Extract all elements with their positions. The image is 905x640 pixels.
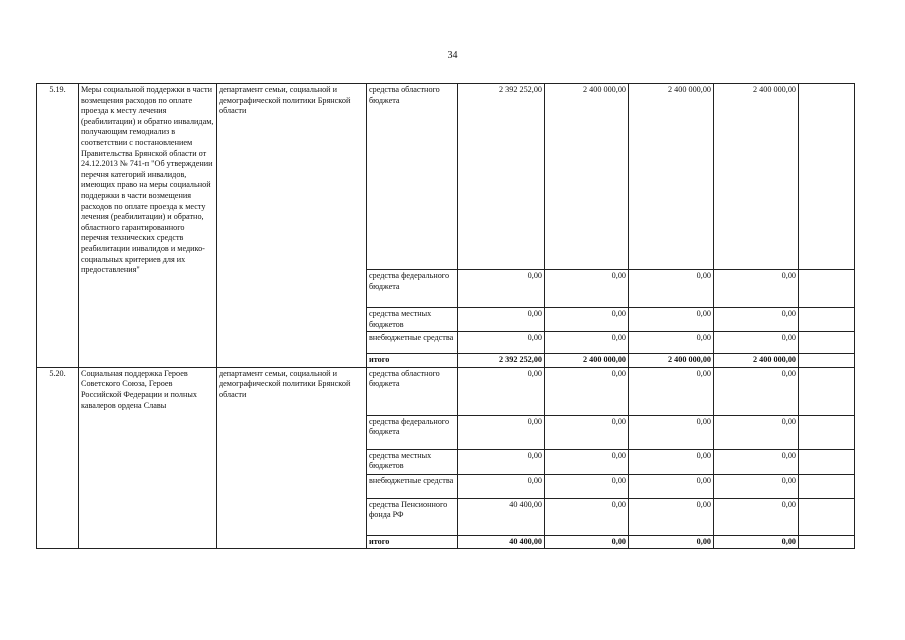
empty-cell	[799, 84, 855, 270]
value-cell: 0,00	[714, 415, 799, 449]
total-value: 0,00	[714, 535, 799, 549]
value-cell: 0,00	[458, 449, 545, 474]
total-value: 0,00	[545, 535, 629, 549]
empty-cell	[799, 367, 855, 415]
value-cell: 0,00	[714, 498, 799, 535]
value-cell: 2 400 000,00	[629, 84, 714, 270]
value-cell: 0,00	[545, 270, 629, 308]
value-cell: 0,00	[714, 367, 799, 415]
empty-cell	[799, 308, 855, 332]
value-cell: 0,00	[629, 474, 714, 498]
source-name: средства местных бюджетов	[367, 308, 458, 332]
total-label: итого	[367, 535, 458, 549]
value-cell: 2 400 000,00	[545, 84, 629, 270]
value-cell: 0,00	[545, 474, 629, 498]
value-cell: 0,00	[545, 498, 629, 535]
table-row	[37, 84, 855, 270]
source-name: средства областного бюджета	[367, 367, 458, 415]
value-cell: 0,00	[714, 270, 799, 308]
value-cell: 0,00	[629, 367, 714, 415]
value-cell: 0,00	[714, 332, 799, 354]
value-cell: 0,00	[545, 367, 629, 415]
value-cell: 0,00	[629, 449, 714, 474]
value-cell: 0,00	[714, 449, 799, 474]
total-label: итого	[367, 354, 458, 368]
row-index: 5.19.	[37, 84, 79, 368]
value-cell: 0,00	[629, 308, 714, 332]
total-value: 2 400 000,00	[629, 354, 714, 368]
value-cell: 0,00	[545, 449, 629, 474]
value-cell: 0,00	[629, 332, 714, 354]
table-row	[37, 367, 855, 415]
empty-cell	[799, 415, 855, 449]
total-value: 2 400 000,00	[714, 354, 799, 368]
total-value: 40 400,00	[458, 535, 545, 549]
empty-cell	[799, 332, 855, 354]
empty-cell	[799, 535, 855, 549]
total-value: 0,00	[629, 535, 714, 549]
value-cell: 0,00	[458, 270, 545, 308]
value-cell: 0,00	[458, 474, 545, 498]
department-name: департамент семьи, социальной и демографической политики Брянской области	[217, 84, 367, 368]
value-cell: 0,00	[458, 367, 545, 415]
value-cell: 0,00	[545, 415, 629, 449]
source-name: средства областного бюджета	[367, 84, 458, 270]
value-cell: 0,00	[629, 498, 714, 535]
empty-cell	[799, 498, 855, 535]
value-cell: 0,00	[714, 308, 799, 332]
value-cell: 0,00	[545, 308, 629, 332]
value-cell: 0,00	[458, 332, 545, 354]
empty-cell	[799, 474, 855, 498]
empty-cell	[799, 270, 855, 308]
value-cell: 2 392 252,00	[458, 84, 545, 270]
department-name: департамент семьи, социальной и демографической политики Брянской области	[217, 367, 367, 549]
page-number: 34	[447, 50, 458, 61]
measure-description: Социальная поддержка Героев Советского Союза, Героев Российской Федерации и полных кавалеров ордена Славы	[79, 367, 217, 549]
source-name: средства федерального бюджета	[367, 270, 458, 308]
value-cell: 40 400,00	[458, 498, 545, 535]
value-cell: 0,00	[545, 332, 629, 354]
source-name: внебюджетные средства	[367, 332, 458, 354]
row-index: 5.20.	[37, 367, 79, 549]
value-cell: 0,00	[458, 308, 545, 332]
empty-cell	[799, 449, 855, 474]
source-name: средства Пенсионного фонда РФ	[367, 498, 458, 535]
value-cell: 0,00	[714, 474, 799, 498]
source-name: средства федерального бюджета	[367, 415, 458, 449]
source-name: внебюджетные средства	[367, 474, 458, 498]
value-cell: 2 400 000,00	[714, 84, 799, 270]
value-cell: 0,00	[458, 415, 545, 449]
value-cell: 0,00	[629, 415, 714, 449]
empty-cell	[799, 354, 855, 368]
source-name: средства местных бюджетов	[367, 449, 458, 474]
total-value: 2 400 000,00	[545, 354, 629, 368]
measure-description: Меры социальной поддержки в части возмещения расходов по оплате проезда к месту лечения (реабилитации) и обратно инвалидам, получающим гемодиализ в соответствии с постановлением Правительства Брянской области от 24.12.2013 № 741-п "Об утверждении перечня категорий инвалидов, имеющих право на меры социальной поддержки в части возмещения расходов по оплате проезда к месту лечения (реабилитации) и обратно, областного гарантированного перечня технических средств реабилитации инвалидов и медико-социальных критериев для их предоставления"	[79, 84, 217, 368]
value-cell: 0,00	[629, 270, 714, 308]
total-value: 2 392 252,00	[458, 354, 545, 368]
budget-table	[36, 83, 855, 549]
